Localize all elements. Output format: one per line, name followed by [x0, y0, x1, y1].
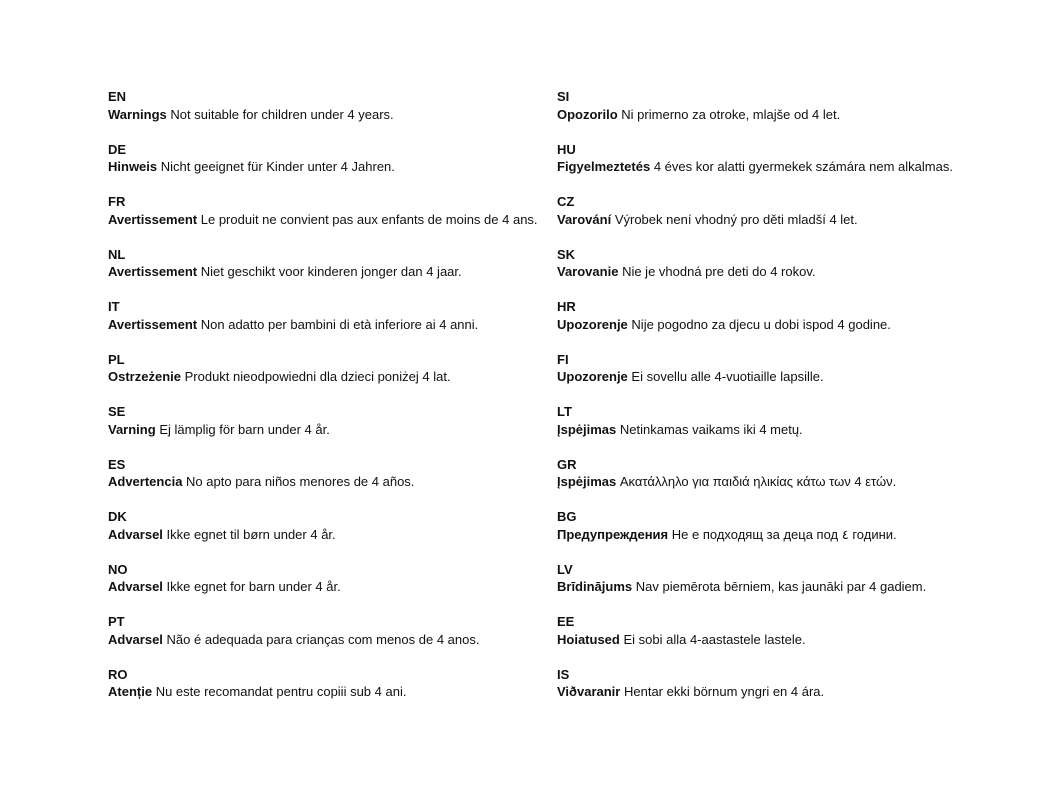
warning-line [108, 368, 548, 386]
warning-heading: Įspėjimas [557, 421, 617, 437]
language-code: EE [557, 614, 575, 629]
language-code: BG [557, 509, 577, 524]
warning-line [557, 368, 997, 386]
warning-line [108, 578, 548, 596]
warnings-right-column [557, 88, 997, 718]
warning-text: Nav piemērota bērniem, kas jaunāki par 4 gadiem. [635, 579, 927, 594]
warning-text: Ikke egnet for barn under 4 år. [166, 579, 341, 594]
warning-entry-gr [557, 456, 997, 509]
warning-heading: Advarsel [108, 631, 163, 647]
language-code: PL [108, 351, 125, 367]
warning-text: Ei sovellu alle 4-vuotiaille lapsille. [631, 369, 824, 384]
warning-text: Ei sobi alla 4-aastastele lastele. [623, 631, 806, 647]
warning-text: Niet geschikt voor kinderen jonger dan 4 jaar. [200, 264, 462, 279]
warning-entry-sk [557, 246, 997, 299]
warning-text: Výrobek není vhodný pro děti mladší 4 let. [614, 211, 858, 227]
warning-line [108, 631, 548, 649]
warning-line [557, 158, 997, 176]
warning-line [108, 211, 548, 229]
warning-entry-si [557, 88, 997, 141]
warning-text: 4 éves kor alatti gyermekek számára nem alkalmas. [653, 159, 953, 174]
language-code: GR [557, 456, 577, 472]
warning-entry-dk [108, 508, 548, 561]
language-code: FI [557, 351, 569, 367]
warning-heading: Avertissement [108, 264, 198, 279]
warning-line [108, 158, 548, 176]
warning-line [108, 106, 548, 124]
warning-entry-lv [557, 561, 997, 614]
warning-text: Ni primerno za otroke, mlajše od 4 let. [621, 106, 841, 122]
warning-entry-hr [557, 298, 997, 351]
language-code: EN [108, 89, 127, 104]
warning-line [108, 263, 548, 281]
language-code: NO [108, 561, 128, 577]
warning-text: Não é adequada para crianças com menos de 4 anos. [166, 631, 480, 647]
warning-heading: Ostrzeżenie [108, 369, 181, 384]
warning-heading: Varovanie [557, 264, 619, 279]
warning-line [557, 421, 997, 439]
warning-text: Hentar ekki börnum yngri en 4 ára. [623, 684, 825, 699]
language-code: ES [108, 456, 126, 472]
warning-heading: Avertissement [108, 211, 198, 227]
warning-entry-en [108, 88, 548, 141]
warning-text: No apto para niños menores de 4 años. [186, 474, 415, 489]
warning-line [557, 316, 997, 334]
warning-heading: Atenție [108, 684, 153, 699]
language-code: SI [557, 89, 570, 104]
warning-heading: Opozorilo [557, 106, 618, 122]
warning-entry-no [108, 561, 548, 614]
warning-heading: Figyelmeztetés [557, 159, 651, 174]
language-code: DK [108, 509, 127, 524]
warning-entry-se [108, 403, 548, 456]
warning-text: Netinkamas vaikams iki 4 metų. [619, 421, 803, 437]
language-code: DE [108, 141, 127, 157]
language-code: PT [108, 614, 125, 629]
warning-heading: Advertencia [108, 474, 183, 489]
language-code: RO [108, 666, 128, 682]
warning-entry-de [108, 141, 548, 194]
warning-line [557, 578, 997, 596]
warning-line [108, 421, 548, 439]
warning-entry-nl [108, 246, 548, 299]
warning-line [557, 106, 997, 124]
warning-line [557, 631, 997, 649]
language-code: SE [108, 404, 126, 419]
warning-text: Nije pogodno za djecu u dobi ispod 4 godine. [631, 316, 891, 332]
warning-heading: Hoiatused [557, 631, 620, 647]
warning-entry-es [108, 456, 548, 509]
warning-heading: Viðvaranir [557, 684, 621, 699]
warning-entry-pl [108, 351, 548, 404]
warning-entry-hu [557, 141, 997, 194]
warning-text: Ej lämplig för barn under 4 år. [159, 421, 330, 437]
warning-heading: Upozorenje [557, 316, 628, 332]
warning-text: Nu este recomandat pentru copiii sub 4 ani. [155, 684, 407, 699]
warning-heading: Varování [557, 211, 612, 227]
warning-line [557, 526, 997, 544]
warning-line [108, 316, 548, 334]
warning-heading: Предупреждения [557, 526, 669, 542]
warning-heading: Avertissement [108, 316, 198, 332]
warning-text: Не е подходящ за деца под ٤ години. [671, 526, 897, 542]
warning-heading: Upozorenje [557, 369, 628, 384]
warning-line [557, 473, 997, 491]
warning-text: Not suitable for children under 4 years. [170, 106, 394, 122]
language-code: SK [557, 246, 576, 262]
warning-text: Non adatto per bambini di età inferiore ai 4 anni. [200, 316, 479, 332]
warning-entry-it [108, 298, 548, 351]
warning-line [108, 683, 548, 701]
warning-entry-pt [108, 613, 548, 666]
language-code: LT [557, 404, 572, 419]
warning-entry-is [557, 666, 997, 719]
warning-heading: Įspėjimas [557, 474, 617, 489]
warning-entry-fi [557, 351, 997, 404]
warning-entry-cz [557, 193, 997, 246]
warning-entry-bg [557, 508, 997, 561]
warning-entry-lt [557, 403, 997, 456]
warning-heading: Varning [108, 421, 156, 437]
warning-text: Nie je vhodná pre deti do 4 rokov. [622, 264, 816, 279]
warning-line [557, 683, 997, 701]
language-code: HR [557, 299, 576, 314]
warning-text: Nicht geeignet für Kinder unter 4 Jahren. [160, 159, 395, 174]
language-code: LV [557, 561, 573, 577]
warning-heading: Advarsel [108, 526, 163, 542]
warnings-left-column [108, 88, 548, 718]
warning-entry-ee [557, 613, 997, 666]
warning-heading: Advarsel [108, 579, 163, 594]
language-code: HU [557, 141, 576, 157]
warning-entry-fr [108, 193, 548, 246]
warning-heading: Warnings [108, 106, 167, 122]
language-code: NL [108, 246, 126, 262]
warning-line [108, 526, 548, 544]
language-code: IS [557, 666, 570, 682]
warning-line [557, 263, 997, 281]
warning-text: Produkt nieodpowiedni dla dzieci poniżej 4 lat. [184, 369, 451, 384]
language-code: CZ [557, 194, 575, 209]
warning-text: Le produit ne convient pas aux enfants de moins de 4 ans. [200, 211, 538, 227]
warning-heading: Brīdinājums [557, 579, 633, 594]
warning-text: Ikke egnet til børn under 4 år. [166, 526, 336, 542]
language-code: IT [108, 299, 120, 314]
warning-entry-ro [108, 666, 548, 719]
warning-heading: Hinweis [108, 159, 158, 174]
warning-line [108, 473, 548, 491]
warning-line [557, 211, 997, 229]
language-code: FR [108, 194, 126, 209]
warning-text: Ακατάλληλο για παιδιά ηλικίας κάτω των 4 ετών. [619, 474, 897, 489]
